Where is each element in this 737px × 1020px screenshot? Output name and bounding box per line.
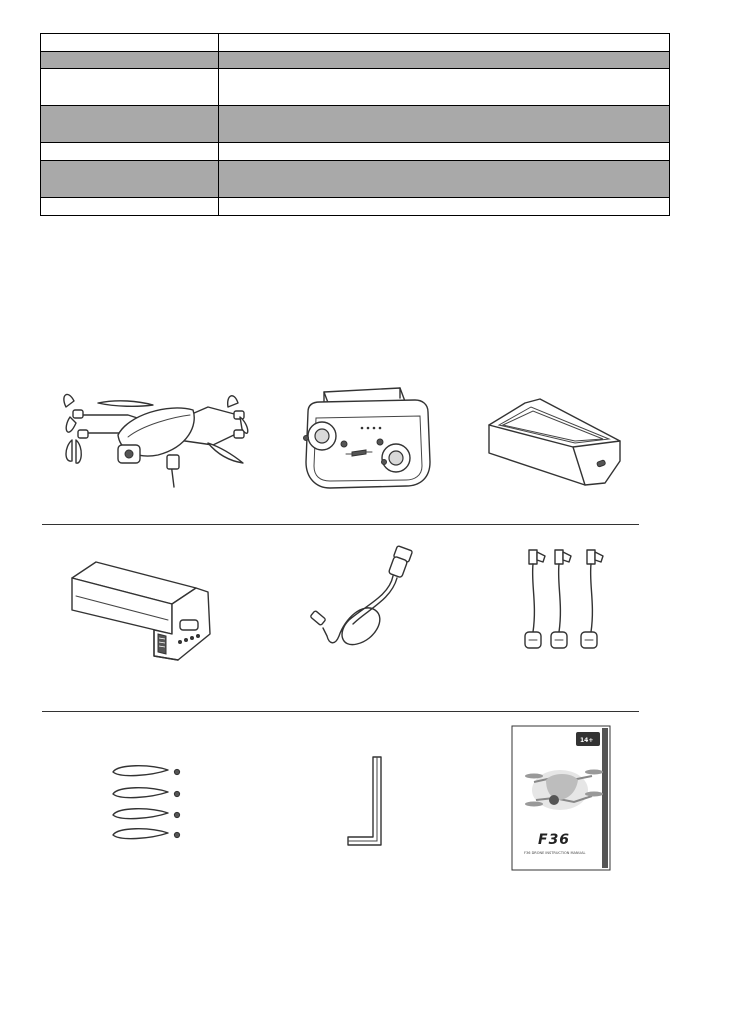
charger-icon — [485, 395, 630, 490]
drone-icon — [58, 385, 268, 495]
row-divider-2 — [42, 711, 639, 712]
spec-label-cell — [41, 161, 219, 198]
spec-row — [41, 106, 670, 143]
spec-value-cell — [219, 106, 670, 143]
usb-cable-icon — [305, 540, 425, 660]
spec-row — [41, 69, 670, 106]
drone-illustration — [58, 385, 268, 495]
usb-cable-illustration — [305, 540, 425, 660]
spec-table — [40, 33, 670, 216]
spare-propellers-illustration — [110, 762, 190, 844]
spec-value-cell — [219, 143, 670, 161]
spec-value-cell — [219, 34, 670, 52]
remote-controller-illustration — [300, 382, 435, 492]
spec-row — [41, 52, 670, 69]
spec-table-body — [41, 34, 670, 216]
spec-label-cell — [41, 69, 219, 106]
adapter-cables-icon — [515, 544, 615, 659]
remote-controller-icon — [300, 382, 435, 492]
spec-label-cell — [41, 106, 219, 143]
manual-age-badge: 14+ — [580, 737, 594, 744]
spec-row — [41, 198, 670, 216]
row-divider-1 — [42, 524, 639, 525]
spec-row — [41, 143, 670, 161]
manual-icon — [512, 726, 612, 872]
spec-row — [41, 161, 670, 198]
spec-label-cell — [41, 198, 219, 216]
manual-cover-subtitle: F36 DRONE INSTRUCTION MANUAL — [524, 851, 586, 855]
spec-value-cell — [219, 161, 670, 198]
phone-adapter-cables-illustration — [515, 544, 615, 659]
instruction-manual-illustration — [512, 726, 612, 872]
spec-row — [41, 34, 670, 52]
propellers-icon — [110, 762, 190, 844]
battery-illustration — [68, 558, 218, 668]
hex-key-illustration — [345, 755, 385, 851]
spec-value-cell — [219, 69, 670, 106]
spec-label-cell — [41, 143, 219, 161]
charger-illustration — [485, 395, 630, 490]
spec-value-cell — [219, 52, 670, 69]
spec-label-cell — [41, 52, 219, 69]
hex-key-icon — [345, 755, 385, 851]
spec-value-cell — [219, 198, 670, 216]
spec-label-cell — [41, 34, 219, 52]
manual-cover-title: F36 — [538, 832, 571, 848]
battery-icon — [68, 558, 218, 668]
